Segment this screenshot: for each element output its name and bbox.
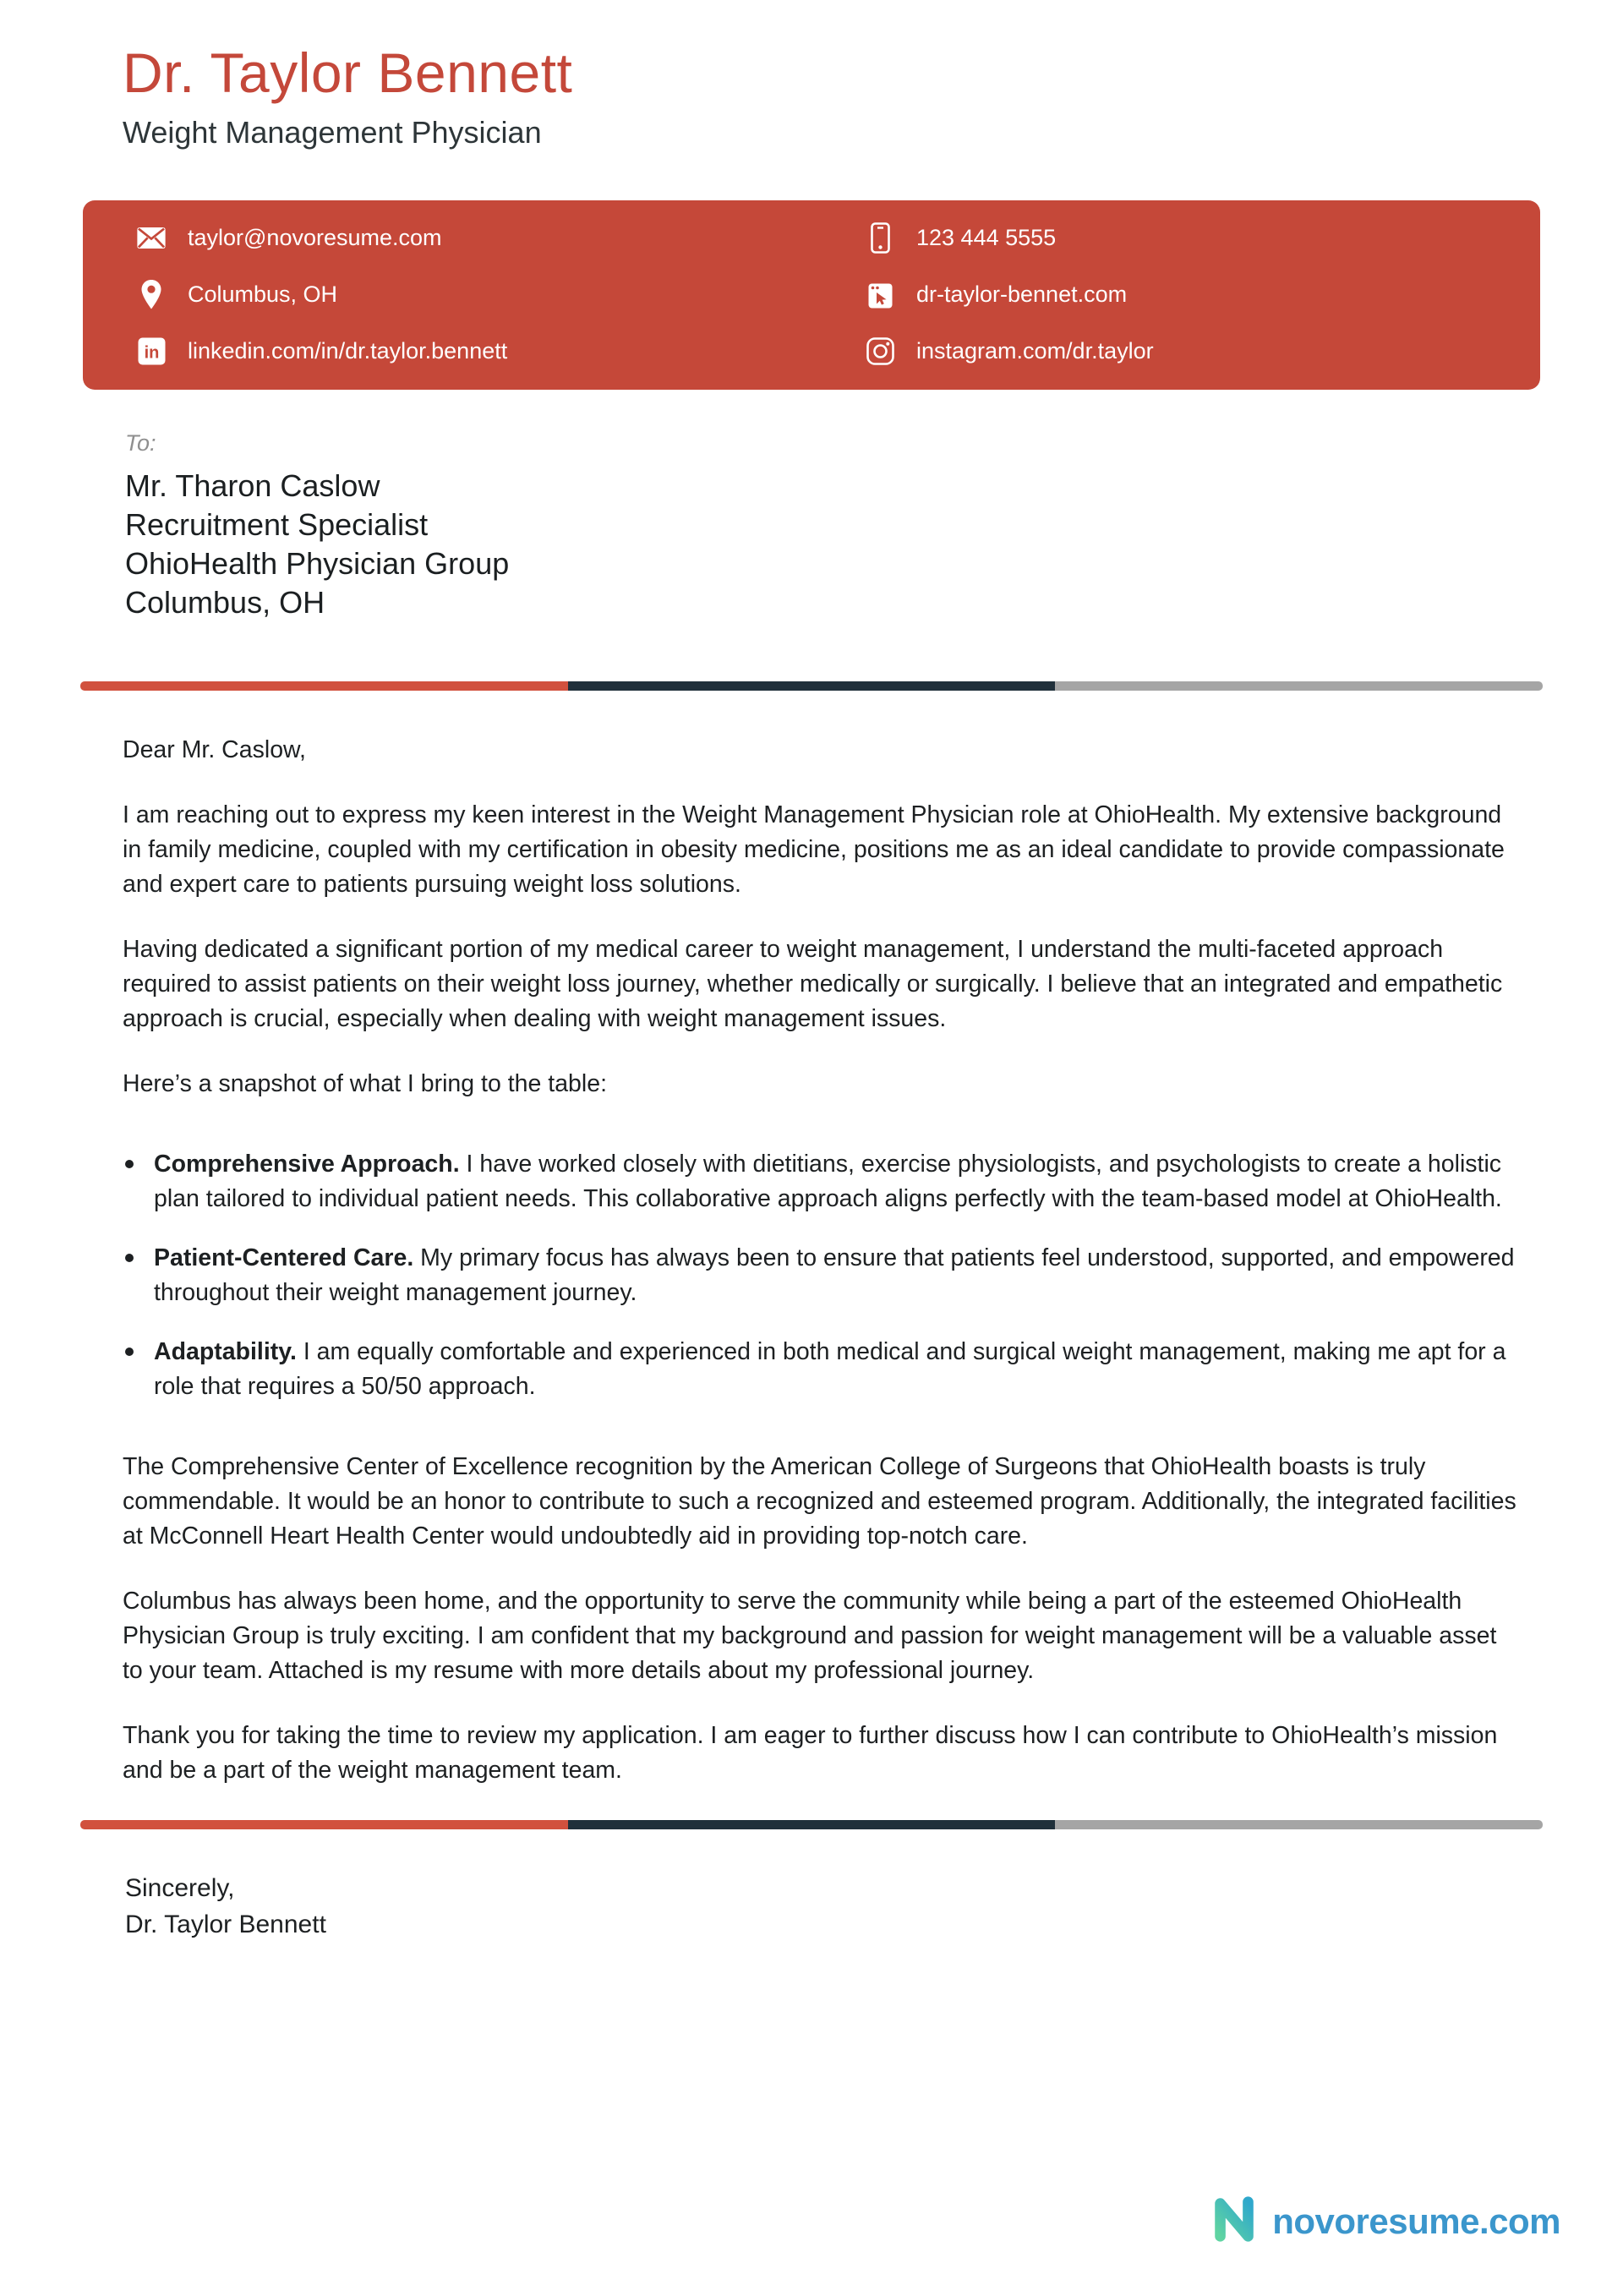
header [0,0,1623,153]
brand-text: novoresume.com [1272,2200,1560,2241]
divider-red-segment [80,1820,568,1829]
contact-linkedin[interactable] [134,334,862,369]
signoff: Sincerely, [125,1873,235,1902]
recipient-role: Recruitment Specialist [125,506,429,542]
contact-email[interactable] [134,221,862,256]
novoresume-brand[interactable] [1208,2193,1560,2250]
section-divider-bottom [80,1820,1543,1829]
section-divider-top [80,681,1543,691]
bullet-2-text: My primary focus has always been to ensure that patients feel understood, supported, and empowered throughout their weight management journey. [154,1244,1515,1306]
divider-gray-segment [1055,681,1543,691]
phone-icon [862,222,898,254]
location-icon [134,279,169,310]
salutation: Dear Mr. Caslow, [123,735,306,763]
contact-location-text: Columbus, OH [188,282,338,308]
paragraph-5: Thank you for taking the time to review my application. I am eager to further discuss how I can contribute to OhioHealth’s mission and be a part of the weight management team. [123,1721,1498,1784]
contact-instagram-text: instagram.com/dr.taylor [916,338,1154,364]
divider-dark-segment [568,681,1056,691]
email-icon [134,227,169,249]
recipient-lines [125,467,1623,622]
bullet-1-title: Comprehensive Approach. [154,1150,460,1178]
paragraph-1: I am reaching out to express my keen interest in the Weight Management Physician role at OhioHealth. My extensive background in family medicine, coupled with my certification in obesity medicine, positions me as an ideal candidate to provide compassionate and expert care to patients pursuing weight loss solutions. [123,801,1505,898]
contact-bar [83,200,1540,390]
contact-linkedin-text: linkedin.com/in/dr.taylor.bennett [188,338,508,364]
letter-body [123,733,1517,1788]
contact-email-text: taylor@novoresume.com [188,225,442,251]
divider-gray-segment [1055,1820,1543,1829]
bullet-3-text: I am equally comfortable and experienced in both medical and surgical weight management, making me apt for a role that requires a 50/50 approach. [154,1337,1506,1400]
bullet-1-text: I have worked closely with dietitians, exercise physiologists, and psychologists to create a holistic plan tailored to individual patient needs. This collaborative approach aligns perfectly with the team-based model at OhioHealth. [154,1150,1502,1212]
page-title: Dr. Taylor Bennett [123,41,573,104]
contact-column-left [134,221,862,369]
bullet-3-title: Adaptability. [154,1337,297,1365]
job-title: Weight Management Physician [123,114,542,150]
list-item [123,1147,1517,1216]
contact-phone-text: 123 444 5555 [916,225,1057,251]
svg-text:in: in [144,343,159,363]
paragraph-2: Having dedicated a significant portion of my medical career to weight management, I understand the multi-faceted approach required to assist patients on their weight loss journey, whether medically or surgically. I believe that an integrated and empathetic approach is crucial, especially when dealing with weight management issues. [123,935,1503,1032]
divider-red-segment [80,681,568,691]
paragraph-3: The Comprehensive Center of Excellence recognition by the American College of Surgeons that OhioHealth boasts is truly commendable. It would be an honor to contribute to such a recognized and esteemed program. Additionally, the integrated facilities at McConnell Heart Health Center would undoubtedly aid in providing top-notch care. [123,1452,1516,1550]
contact-column-right [862,221,1154,369]
recipient-block [125,430,1623,622]
recipient-company: OhioHealth Physician Group [125,545,510,581]
linkedin-icon [134,337,169,365]
recipient-name: Mr. Tharon Caslow [125,467,380,503]
snapshot-intro: Here’s a snapshot of what I bring to the table: [123,1069,607,1097]
divider-dark-segment [568,1820,1056,1829]
signature-block [125,1870,1623,1943]
website-icon [862,281,898,309]
recipient-city: Columbus, OH [125,584,325,620]
contact-website[interactable] [862,277,1154,313]
bullet-2-title: Patient-Centered Care. [154,1244,414,1271]
highlights-list [123,1147,1517,1404]
instagram-icon [862,337,898,365]
signature-name: Dr. Taylor Bennett [125,1910,326,1938]
novoresume-logo-icon [1208,2193,1260,2250]
list-item [123,1241,1517,1310]
to-label: To: [125,429,156,456]
contact-phone[interactable] [862,221,1154,256]
contact-instagram[interactable] [862,334,1154,369]
contact-website-text: dr-taylor-bennet.com [916,282,1128,308]
paragraph-4: Columbus has always been home, and the opportunity to serve the community while being a part of the esteemed OhioHealth Physician Group is truly exciting. I am confident that my background and passion for weight management will be a valuable asset to your team. Attached is my resume with more details about my professional journey. [123,1587,1497,1684]
list-item [123,1335,1517,1404]
contact-location [134,277,862,313]
